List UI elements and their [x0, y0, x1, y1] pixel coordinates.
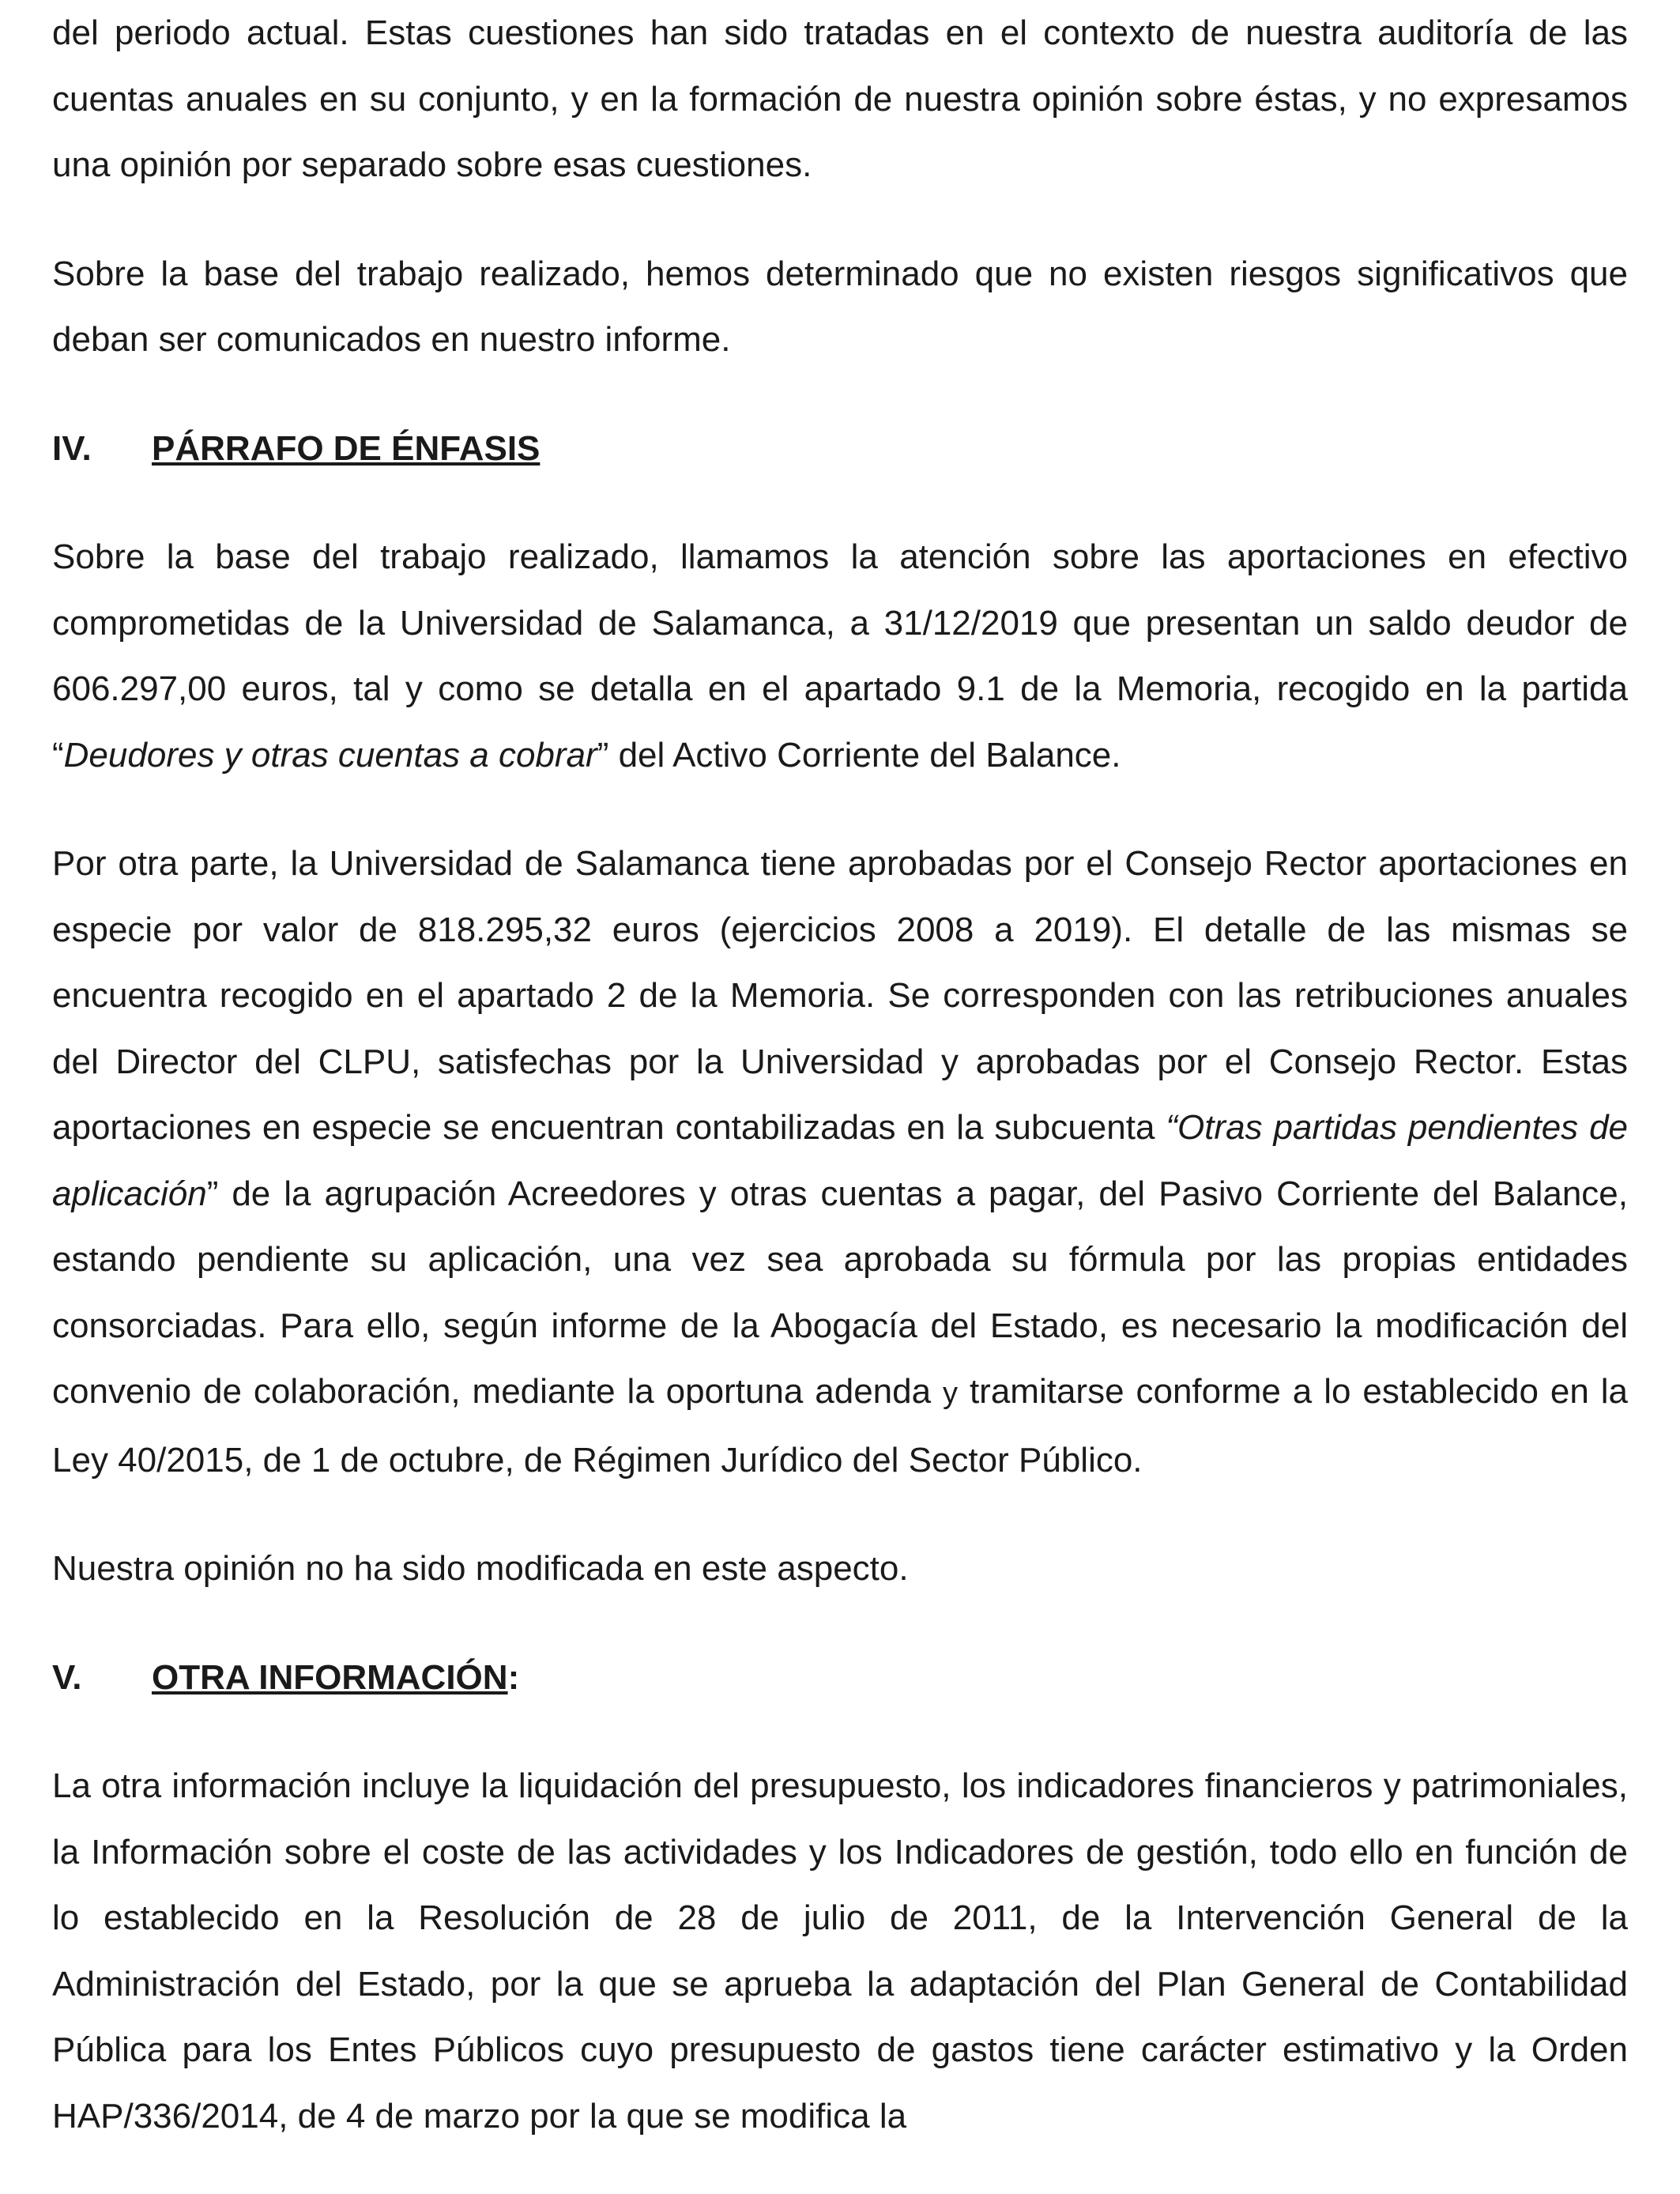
paragraph-in-kind-contributions — [52, 831, 1628, 1493]
document-page — [52, 0, 1628, 2149]
text-run: tramitarse conforme a lo establecido en la Ley 40/2015, de 1 de octubre, de Régimen Jurídico del Sector Público. — [52, 1372, 1628, 1480]
text-run: Sobre la base del trabajo realizado, llamamos la atención sobre las aportaciones en efectivo comprometidas de la Universidad de Salamanca, a 31/12/2019 que presentan un saldo deudor de 606.297,00 euros, tal y como se detalla en el apartado 9.1 de la Memoria, recogido en la partida “ — [52, 537, 1628, 775]
paragraph-cash-contributions — [52, 524, 1628, 788]
section-heading-other-information — [52, 1645, 1628, 1711]
section-number: V. — [52, 1657, 82, 1697]
text-run: y — [943, 1377, 959, 1410]
paragraph-other-information: La otra información incluye la liquidación del presupuesto, los indicadores financieros y patrimoniales, la Información sobre el coste de las actividades y los Indicadores de gestión, todo ello en función de lo establecido en la Resolución de 28 de julio de 2011, de la Intervención General de la Administración del Estado, por la que se aprueba la adaptación del Plan General de Contabilidad Pública para los Entes Públicos cuyo presupuesto de gastos tiene carácter estimativo y la Orden HAP/336/2014, de 4 de marzo por la que se modifica la — [52, 1766, 1628, 2136]
section-heading-emphasis — [52, 416, 1628, 482]
text-run: Por otra parte, la Universidad de Salamanca tiene aprobadas por el Consejo Rector aportaciones en especie por valor de 818.295,32 euros (ejercicios 2008 a 2019). El detalle de las mismas se encuentra recogido en el apartado 2 de la Memoria. Se corresponden con las retribuciones anuales del Director del CLPU, satisfechas por la Universidad y aprobadas por el Consejo Rector. Estas aportaciones en especie se encuentran contabilizadas en la subcuenta — [52, 844, 1628, 1147]
section-title-group — [152, 1645, 519, 1711]
section-title: PÁRRAFO DE ÉNFASIS — [152, 428, 541, 468]
section-number: IV. — [52, 428, 92, 468]
paragraph-no-significant-risks: Sobre la base del trabajo realizado, hemos determinado que no existen riesgos significativos que deban ser comunicados en nuestro informe. — [52, 254, 1628, 359]
paragraph-previous-continuation: del periodo actual. Estas cuestiones han sido tratadas en el contexto de nuestra auditoría de las cuentas anuales en su conjunto, y en la formación de nuestra opinión sobre éstas, y no expresamos una opinión por separado sobre esas cuestiones. — [52, 13, 1628, 184]
section-title-suffix: : — [507, 1657, 520, 1697]
paragraph-opinion-unmodified: Nuestra opinión no ha sido modificada en este aspecto. — [52, 1549, 909, 1588]
italic-text-run: “Otras partidas pendientes de aplicación — [52, 1108, 1629, 1213]
section-title: OTRA INFORMACIÓN — [152, 1657, 508, 1697]
italic-text-run: Deudores y otras cuentas a cobrar — [63, 735, 597, 775]
text-run: ” del Activo Corriente del Balance. — [597, 735, 1121, 775]
text-run: ” de la agrupación Acreedores y otras cuentas a pagar, del Pasivo Corriente del Balance, estando pendiente su aplicación, una vez sea aprobada su fórmula por las propias entidades consorciadas. Para ello, según informe de la Abogacía del Estado, es necesario la modificación del convenio de colaboración, mediante la oportuna adenda — [52, 1174, 1628, 1411]
